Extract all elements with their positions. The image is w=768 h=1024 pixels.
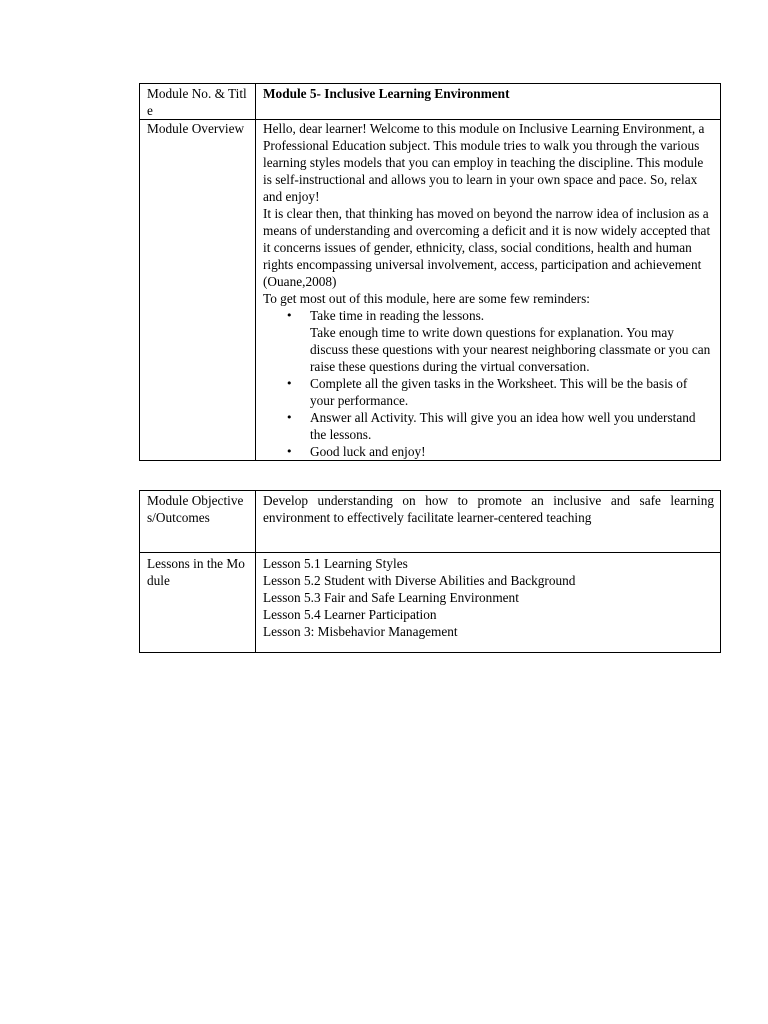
- reminder-item: [286, 375, 714, 409]
- overview-paragraph-welcome: Hello, dear learner! Welcome to this module on Inclusive Learning Environment, a Professional Education subject. This module tries to walk you through the various learning styles models that you can employ in teaching the discipline. This module is self-instructional and allows you to learn in your own space and pace. So, relax and enjoy!: [263, 121, 705, 204]
- lesson-item: Lesson 3: Misbehavior Management: [263, 624, 458, 639]
- reminder-text: Take time in reading the lessons.: [310, 308, 485, 323]
- module-lessons-list: [256, 553, 721, 653]
- module-objectives-label: Module Objectives/Outcomes: [140, 491, 256, 553]
- module-title-row: [140, 84, 721, 120]
- lesson-item: Lesson 5.3 Fair and Safe Learning Environment: [263, 590, 519, 605]
- lesson-item: Lesson 5.4 Learner Participation: [263, 607, 437, 622]
- module-overview-label: Module Overview: [140, 120, 256, 461]
- reminder-text: Answer all Activity. This will give you an idea how well you understand the lessons.: [310, 410, 696, 442]
- module-info-table: [139, 83, 721, 461]
- module-lessons-label: Lessons in the Module: [140, 553, 256, 653]
- reminder-item: [286, 443, 714, 460]
- reminder-text: Good luck and enjoy!: [310, 444, 426, 459]
- module-title-label: Module No. & Title: [140, 84, 256, 120]
- module-objectives-table: [139, 490, 721, 653]
- module-overview-row: [140, 120, 721, 461]
- reminder-continuation: Take enough time to write down questions for explanation. You may discuss these questions with your nearest neighboring classmate or you can raise these questions during the virtual conversation.: [310, 325, 711, 374]
- bullet-icon: •: [286, 411, 293, 424]
- lesson-item: Lesson 5.2 Student with Diverse Abilities and Background: [263, 573, 576, 588]
- bullet-icon: •: [286, 377, 293, 390]
- reminders-intro: To get most out of this module, here are some few reminders:: [263, 291, 590, 306]
- reminder-text: Complete all the given tasks in the Worksheet. This will be the basis of your performance.: [310, 376, 688, 408]
- module-lessons-row: [140, 553, 721, 653]
- bullet-icon: •: [286, 309, 293, 322]
- module-objectives-value: Develop understanding on how to promote an inclusive and safe learning environment to effectively facilitate learner-centered teaching: [256, 491, 721, 553]
- module-title-value: Module 5- Inclusive Learning Environment: [256, 84, 721, 120]
- module-objectives-row: [140, 491, 721, 553]
- overview-paragraph-inclusion: It is clear then, that thinking has moved on beyond the narrow idea of inclusion as a means of understanding and overcoming a deficit and it is now widely accepted that it concerns issues of gender, ethnicity, class, social conditions, health and human rights encompassing universal involvement, access, participation and achievement (Ouane,2008): [263, 206, 711, 289]
- lesson-item: Lesson 5.1 Learning Styles: [263, 556, 408, 571]
- bullet-icon: •: [286, 445, 293, 458]
- module-overview-content: [256, 120, 721, 461]
- reminder-item: [286, 307, 714, 375]
- reminders-list: [263, 307, 714, 460]
- reminder-item: [286, 409, 714, 443]
